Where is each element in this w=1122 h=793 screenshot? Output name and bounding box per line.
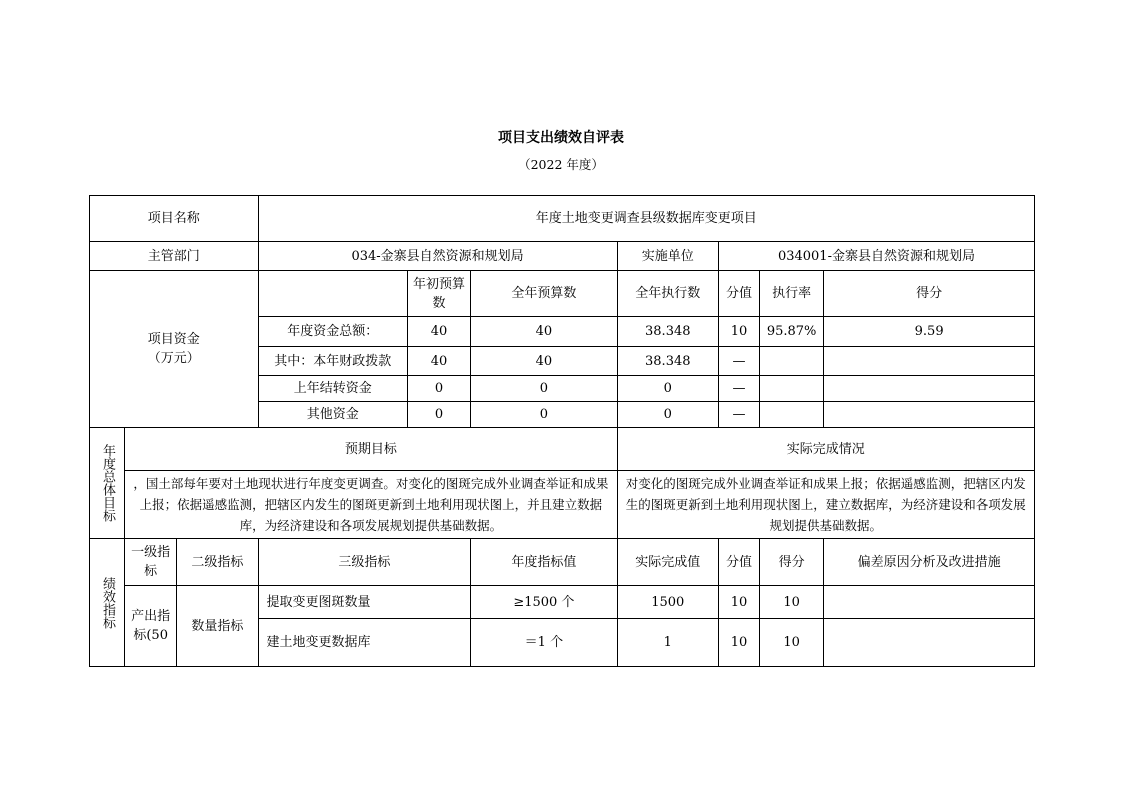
funds-initial: 40 (407, 347, 470, 376)
funds-score (824, 376, 1035, 402)
indicator-name: 提取变更图斑数量 (258, 586, 471, 619)
header-level2: 二级指标 (177, 539, 258, 586)
funds-row-label: 其中：本年财政拨款 (258, 347, 407, 376)
header-exec-rate: 执行率 (760, 271, 824, 317)
indicator-analysis (824, 586, 1035, 619)
funds-header-blank (258, 271, 407, 317)
actual-goal-header: 实际完成情况 (617, 428, 1034, 471)
indicator-score: 10 (760, 619, 824, 667)
funds-executed: 38.348 (617, 347, 718, 376)
header-ind-score: 得分 (760, 539, 824, 586)
funds-score: 9.59 (824, 317, 1035, 347)
page-title: 项目支出绩效自评表 (498, 130, 624, 146)
indicator-score-value: 10 (718, 586, 759, 619)
header-target: 年度指标值 (471, 539, 617, 586)
impl-label: 实施单位 (617, 242, 718, 271)
funds-row-label: 年度资金总额： (258, 317, 407, 347)
funds-initial: 0 (407, 376, 470, 402)
funds-annual: 40 (471, 317, 617, 347)
indicators-side-label: 绩效指标 (100, 576, 116, 629)
indicator-score: 10 (760, 586, 824, 619)
dept-value: 034-金寨县自然资源和规划局 (258, 242, 617, 271)
header-annual-budget: 全年预算数 (471, 271, 617, 317)
project-name-label: 项目名称 (90, 196, 259, 242)
indicator-score-value: 10 (718, 619, 759, 667)
indicator-name: 建土地变更数据库 (258, 619, 471, 667)
funds-rate (760, 347, 824, 376)
header-level3: 三级指标 (258, 539, 471, 586)
project-name-value: 年度土地变更调查县级数据库变更项目 (258, 196, 1034, 242)
header-initial-budget: 年初预算数 (407, 271, 470, 317)
actual-goal-text: 对变化的图斑完成外业调查举证和成果上报；依据遥感监测，把辖区内发生的图斑更新到土地利用现状图上，建立数据库，为经济建设和各项发展规划提供基础数据。 (617, 471, 1034, 539)
funds-header-row (90, 271, 1035, 317)
indicator-target: ≥1500 个 (471, 586, 617, 619)
annual-goals-side-cell (90, 428, 125, 539)
goals-text-row (90, 471, 1035, 539)
funds-annual: 0 (471, 402, 617, 428)
annual-goals-side-label: 年度总体目标 (100, 444, 116, 522)
indicators-side-cell (90, 539, 125, 667)
funds-annual: 0 (471, 376, 617, 402)
header-ind-score-value: 分值 (718, 539, 759, 586)
header-score-value: 分值 (718, 271, 759, 317)
indicator-actual: 1500 (617, 586, 718, 619)
header-actual: 实际完成值 (617, 539, 718, 586)
funds-executed: 0 (617, 402, 718, 428)
funds-rate: 95.87% (760, 317, 824, 347)
funds-score-value: 10 (718, 317, 759, 347)
funds-executed: 38.348 (617, 317, 718, 347)
header-score: 得分 (824, 271, 1035, 317)
funds-score (824, 402, 1035, 428)
expected-goal-header: 预期目标 (125, 428, 618, 471)
funds-rate (760, 376, 824, 402)
level1-value: 产出指标(50 (125, 586, 177, 667)
funds-score (824, 347, 1035, 376)
indicator-target: ＝1 个 (471, 619, 617, 667)
expected-goal-text: ，国土部每年要对土地现状进行年度变更调查。对变化的图斑完成外业调查举证和成果上报；依据遥感监测，把辖区内发生的图斑更新到土地利用现状图上，并且建立数据库，为经济建设和各项发展规划提供基础数据。 (125, 471, 618, 539)
header-analysis: 偏差原因分析及改进措施 (824, 539, 1035, 586)
funds-score-value: — (718, 347, 759, 376)
funds-label: 项目资金 (147, 332, 200, 347)
funds-initial: 0 (407, 402, 470, 428)
funds-annual: 40 (471, 347, 617, 376)
indicator-header-row (90, 539, 1035, 586)
page-subtitle: （2022 年度） (518, 157, 604, 172)
header-annual-executed: 全年执行数 (617, 271, 718, 317)
funds-unit: （万元） (147, 351, 200, 366)
funds-initial: 40 (407, 317, 470, 347)
department-row (90, 242, 1035, 271)
funds-score-value: — (718, 402, 759, 428)
funds-score-value: — (718, 376, 759, 402)
evaluation-table (89, 195, 1035, 667)
indicator-actual: 1 (617, 619, 718, 667)
header-level1: 一级指标 (125, 539, 177, 586)
level2-value: 数量指标 (177, 586, 258, 667)
indicator-analysis (824, 619, 1035, 667)
funds-label-cell (90, 271, 259, 428)
funds-row-label: 上年结转资金 (258, 376, 407, 402)
funds-row-label: 其他资金 (258, 402, 407, 428)
dept-label: 主管部门 (90, 242, 259, 271)
project-name-row (90, 196, 1035, 242)
goals-header-row (90, 428, 1035, 471)
impl-value: 034001-金寨县自然资源和规划局 (718, 242, 1034, 271)
indicator-row (90, 586, 1035, 619)
funds-rate (760, 402, 824, 428)
funds-executed: 0 (617, 376, 718, 402)
